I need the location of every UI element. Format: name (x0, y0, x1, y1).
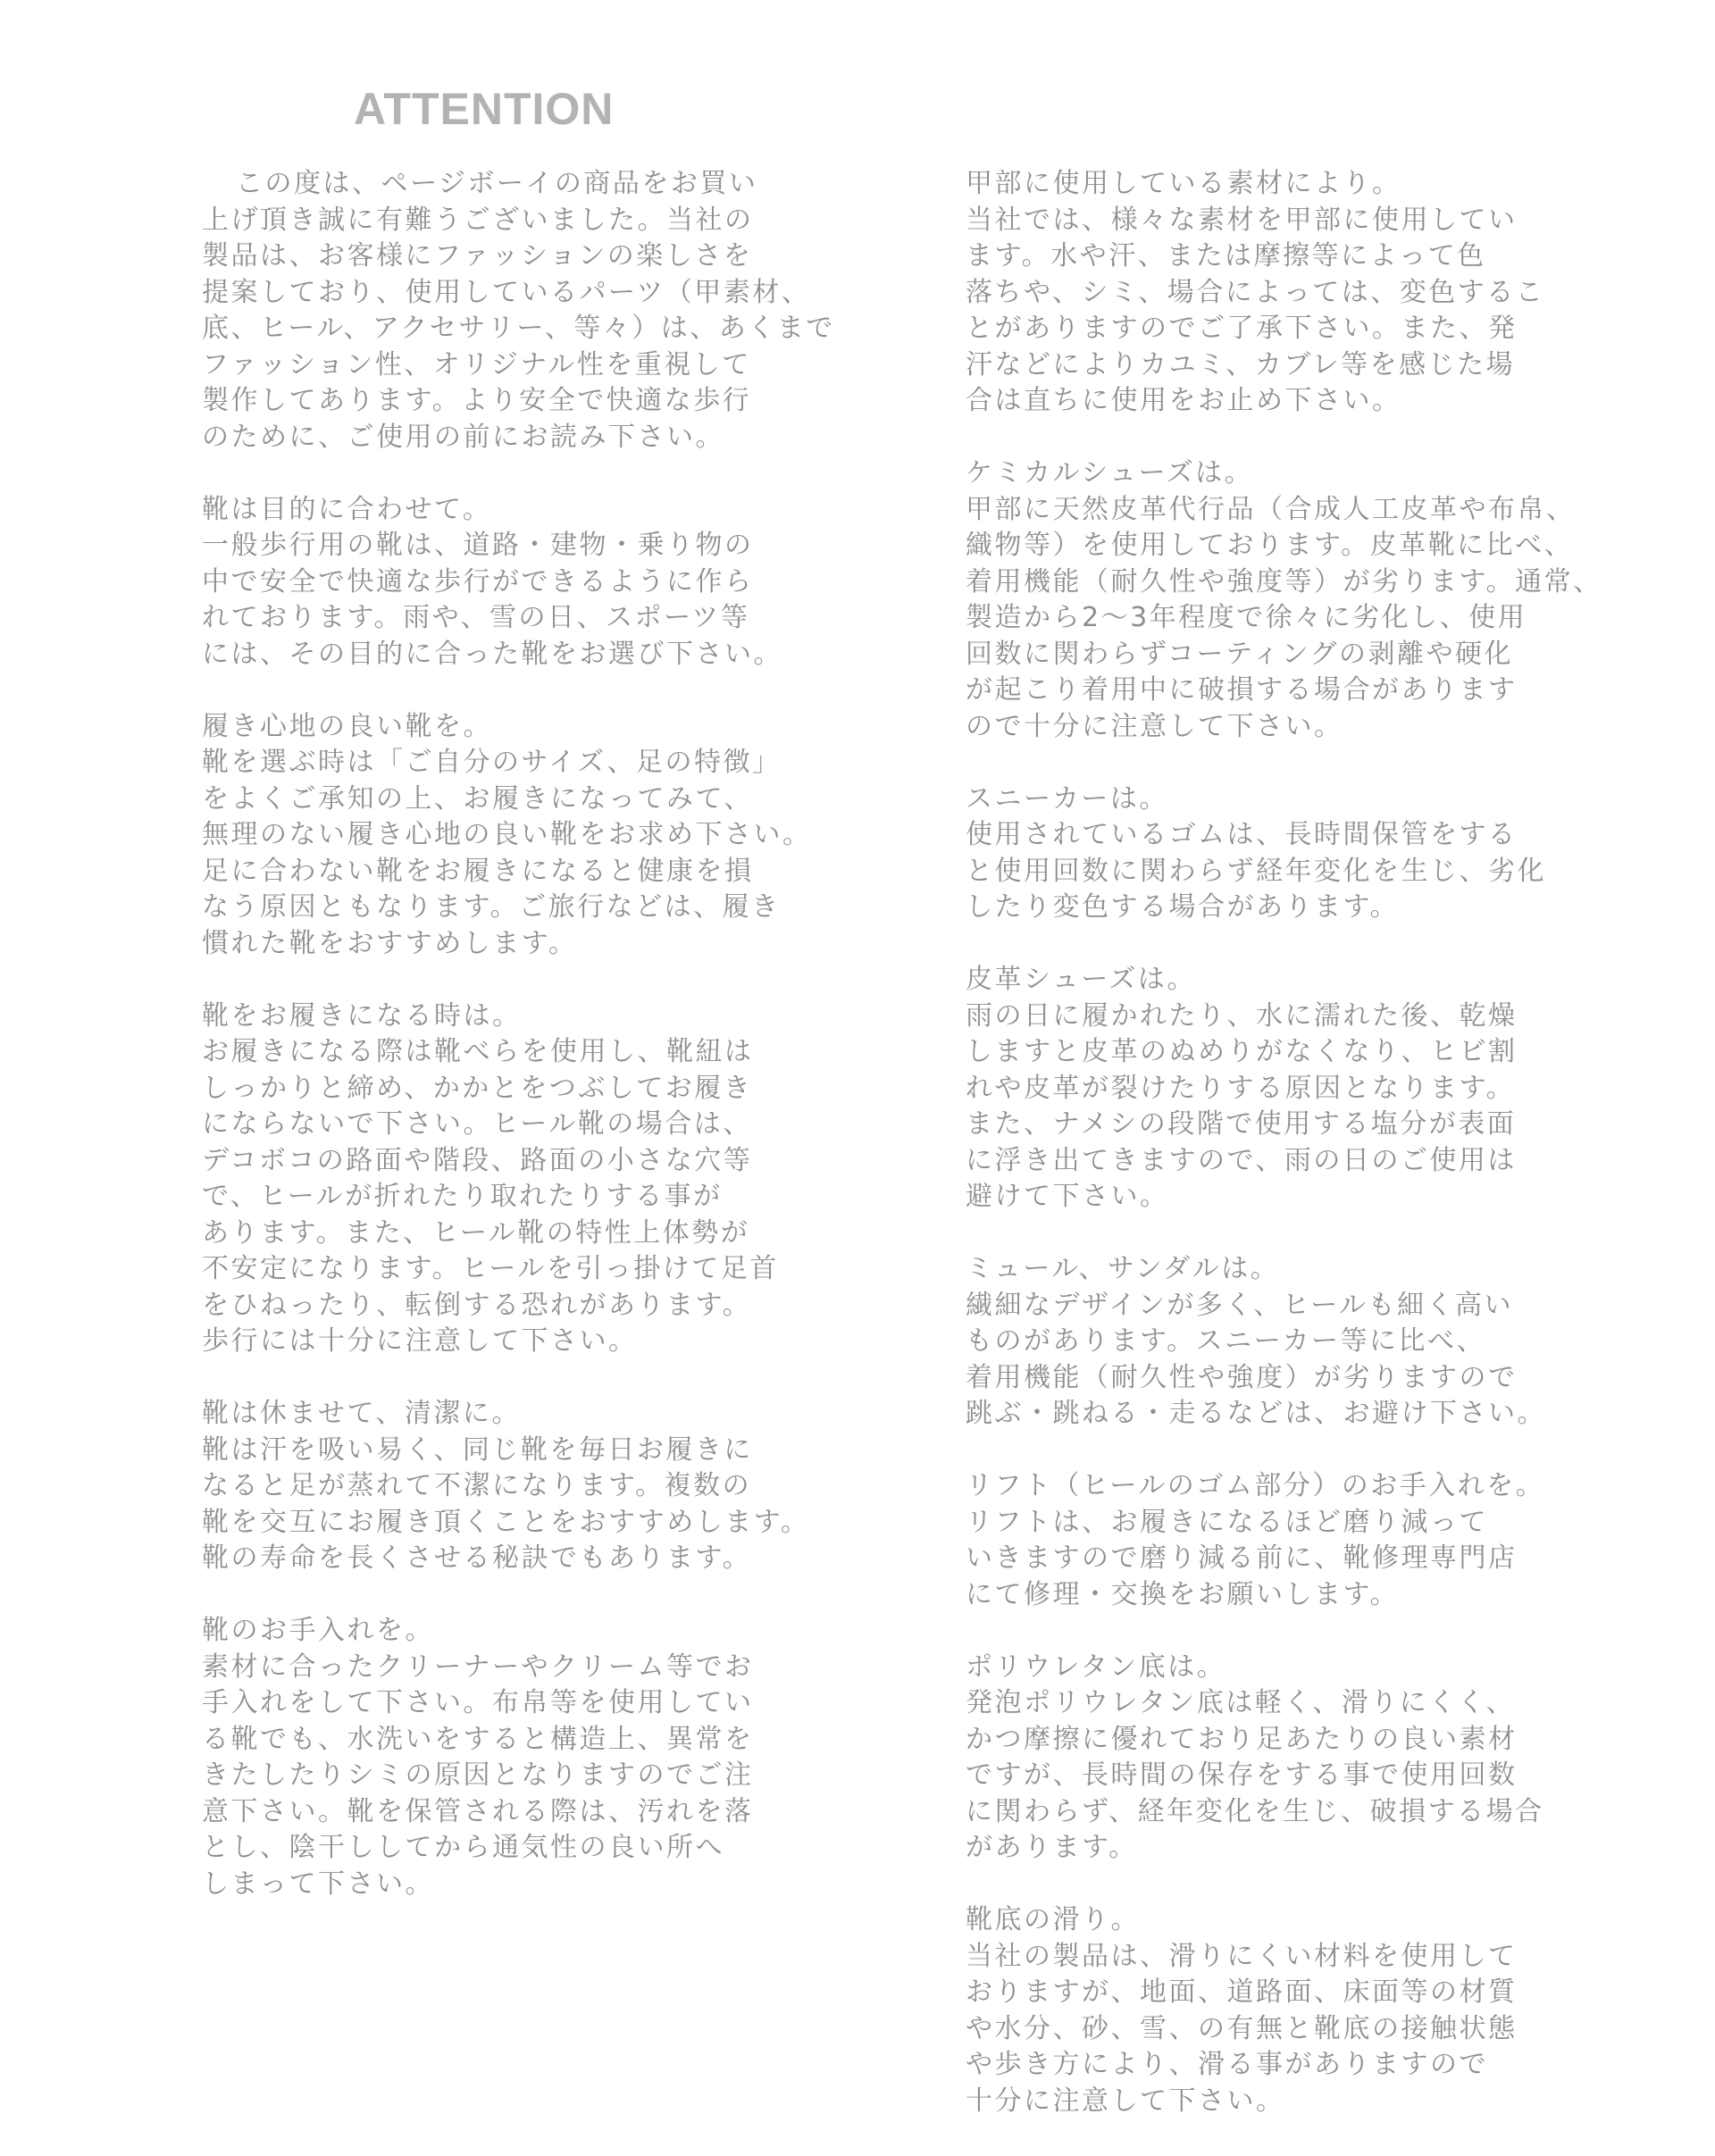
section-text-line: や水分、砂、雪、の有無と靴底の接触状態 (966, 2012, 1518, 2044)
section-text-line: ファッション性、オリジナル性を重視して (202, 348, 751, 380)
section-heading: 皮革シューズは。 (966, 964, 1196, 995)
section-text-line: のために、ご使用の前にお読み下さい。 (202, 421, 724, 453)
right-column (966, 166, 1602, 2156)
section-text-line: いきますので磨り減る前に、靴修理専門店 (966, 1542, 1518, 1574)
section-text-line: 中で安全で快適な歩行ができるように作ら (202, 565, 754, 597)
section-heading: 靴は休ませて、清潔に。 (202, 1398, 521, 1429)
section-text-line: 歩行には十分に注意して下さい。 (202, 1325, 638, 1357)
notice-section (966, 166, 1573, 420)
section-text-line: 提案しており、使用しているパーツ（甲素材、 (202, 276, 811, 308)
section-text-line: 甲部に天然皮革代行品（合成人工皮革や布帛、 (966, 493, 1576, 525)
section-text-line: おりますが、地面、道路面、床面等の材質 (966, 1976, 1518, 2008)
section-text-line: なると足が蒸れて不潔になります。複数の (202, 1470, 752, 1501)
section-text-line: この度は、ページボーイの商品をお買い (236, 168, 758, 199)
section-text-line: 素材に合ったクリーナーやクリーム等でお (202, 1650, 754, 1683)
section-text-line: 当社の製品は、滑りにくい材料を使用して (966, 1940, 1518, 1972)
section-text-line: には、その目的に合った靴をお選び下さい。 (202, 638, 782, 670)
notice-section (966, 781, 1573, 926)
notice-section (966, 1251, 1573, 1433)
section-text-line: なう原因ともなります。ご旅行などは、履き (202, 891, 781, 923)
section-text-line: る靴でも、水洗いをすると構造上、異常を (202, 1723, 754, 1755)
notice-section (202, 1396, 810, 1577)
section-text-line: 製品は、お客様にファッションの楽しさを (202, 240, 753, 272)
section-text-line: 靴を選ぶ時は「ご自分のサイズ、足の特徴」 (202, 747, 782, 778)
section-text-line: 避けて下さい。 (966, 1181, 1169, 1212)
section-text-line: 上げ頂き誠に有難うございました。当社の (202, 204, 754, 236)
section-text-line: 慣れた靴をおすすめします。 (202, 927, 578, 959)
section-text-line: 回数に関わらずコーティングの剥離や硬化 (966, 638, 1513, 670)
section-text-line: をひねったり、転倒する恐れがあります。 (202, 1289, 752, 1321)
section-text-line: 雨の日に履かれたり、水に濡れた後、乾燥 (966, 999, 1518, 1032)
section-text-line: 合は直ちに使用をお止め下さい。 (966, 385, 1401, 416)
section-heading: 靴底の滑り。 (966, 1904, 1140, 1935)
section-text-line: かつ摩擦に優れており足あたりの良い素材 (966, 1723, 1518, 1755)
section-text-line: に関わらず、経年変化を生じ、破損する場合 (966, 1795, 1544, 1827)
section-text-line: しっかりと締め、かかとをつぶしてお履き (202, 1072, 753, 1104)
section-heading: ポリウレタン底は。 (966, 1650, 1226, 1683)
section-text-line: デコボコの路面や階段、路面の小さな穴等 (202, 1144, 753, 1176)
left-column (202, 166, 835, 1939)
section-text-line: 靴の寿命を長くさせる秘訣でもあります。 (202, 1542, 752, 1574)
section-text-line: れや皮革が裂けたりする原因となります。 (966, 1072, 1516, 1104)
section-heading: スニーカーは。 (966, 782, 1168, 815)
section-text-line: リフトは、お履きになるほど磨り減って (966, 1506, 1488, 1538)
section-heading: ケミカルシューズは。 (966, 457, 1254, 489)
section-text-line: 手入れをして下さい。布帛等を使用してい (202, 1687, 754, 1718)
section-text-line: 製造から2〜3年程度で徐々に劣化し、使用 (966, 602, 1527, 633)
section-text-line: 足に合わない靴をお履きになると健康を損 (202, 855, 754, 887)
section-text-line: 一般歩行用の靴は、道路・建物・乗り物の (202, 530, 754, 561)
section-text-line: とし、陰干ししてから通気性の良い所へ (202, 1832, 724, 1863)
section-heading: リフト（ヒールのゴム部分）のお手入れを。 (966, 1470, 1545, 1501)
section-text-line: があります。 (966, 1832, 1138, 1863)
section-text-line: 製作してあります。より安全で快適な歩行 (202, 385, 752, 416)
notice-section (202, 492, 791, 673)
notice-section (966, 1902, 1573, 2119)
section-text-line: あります。また、ヒール靴の特性上体勢が (202, 1216, 750, 1249)
section-text-line: ですが、長時間の保存をする事で使用回数 (966, 1759, 1518, 1791)
notice-section (966, 962, 1573, 1216)
section-text-line: 繊細なデザインが多く、ヒールも細く高い (966, 1289, 1513, 1321)
section-text-line: 着用機能（耐久性や強度等）が劣ります。通常、 (966, 565, 1602, 597)
section-text-line: が起こり着用中に破損する場合があります (966, 674, 1518, 706)
section-text-line: きたしたりシミの原因となりますのでご注 (202, 1759, 754, 1791)
section-text-line: 発泡ポリウレタン底は軽く、滑りにくく、 (966, 1687, 1516, 1718)
section-text-line: ので十分に注意して下さい。 (966, 710, 1343, 742)
section-text-line: 靴は汗を吸い易く、同じ靴を毎日お履きに (202, 1433, 753, 1466)
section-text-line: 底、ヒール、アクセサリー、等々）は、あくまで (202, 313, 835, 344)
section-heading: 靴は目的に合わせて。 (202, 493, 492, 525)
section-text-line: 使用されているゴムは、長時間保管をする (966, 819, 1518, 850)
section-text-line: 織物等）を使用しております。皮革靴に比べ、 (966, 530, 1574, 561)
section-text-line: 十分に注意して下さい。 (966, 2085, 1285, 2117)
section-text-line: をよくご承知の上、お履きになってみて、 (202, 782, 753, 815)
section-text-line: ます。水や汗、または摩擦等によって色 (966, 240, 1486, 272)
section-text-line: 靴を交互にお履き頂くことをおすすめします。 (202, 1506, 810, 1538)
section-text-line: 意下さい。靴を保管される際は、汚れを落 (202, 1795, 754, 1827)
section-heading: ミュール、サンダルは。 (966, 1253, 1280, 1284)
section-text-line: や歩き方により、滑る事がありますので (966, 2049, 1488, 2080)
section-text-line: したり変色する場合があります。 (966, 891, 1400, 923)
section-text-line: 着用機能（耐久性や強度）が劣りますので (966, 1361, 1518, 1393)
section-text-line: しまって下さい。 (202, 1868, 434, 1900)
notice-section (966, 455, 1602, 745)
section-text-line: にて修理・交換をお願いします。 (966, 1578, 1400, 1610)
section-text-line: とがありますのでご了承下さい。また、発 (966, 313, 1518, 344)
section-text-line: に浮き出てきますので、雨の日のご使用は (966, 1144, 1517, 1176)
page-title: ATTENTION (354, 84, 615, 134)
section-text-line: しますと皮革のぬめりがなくなり、ヒビ割 (966, 1036, 1518, 1067)
notice-section (966, 1468, 1573, 1613)
notice-section (202, 166, 835, 455)
section-text-line: ものがあります。スニーカー等に比べ、 (966, 1325, 1485, 1357)
notice-section (966, 1650, 1573, 1867)
section-text-line: れております。雨や、雪の日、スポーツ等 (202, 602, 750, 633)
section-text-line: 汗などによりカユミ、カブレ等を感じた場 (966, 348, 1516, 380)
section-text-line: で、ヒールが折れたり取れたりする事が (202, 1181, 723, 1212)
notice-section (202, 709, 812, 963)
section-heading: 履き心地の良い靴を。 (202, 710, 492, 742)
section-text-line: お履きになる際は靴べらを使用し、靴紐は (202, 1036, 754, 1067)
section-text-line: また、ナメシの段階で使用する塩分が表面 (966, 1108, 1517, 1140)
section-text-line: 無理のない履き心地の良い靴をお求め下さい。 (202, 819, 812, 850)
section-text-line: 不安定になります。ヒールを引っ掛けて足首 (202, 1253, 779, 1284)
section-heading: 靴のお手入れを。 (202, 1615, 434, 1646)
section-text-line: 当社では、様々な素材を甲部に使用してい (966, 204, 1518, 236)
notice-section (202, 1613, 791, 1902)
section-text-line: にならないで下さい。ヒール靴の場合は、 (202, 1108, 752, 1140)
section-text-line: 跳ぶ・跳ねる・走るなどは、お避け下さい。 (966, 1398, 1546, 1429)
section-heading: 甲部に使用している素材により。 (966, 168, 1401, 199)
section-heading: 靴をお履きになる時は。 (202, 999, 522, 1032)
section-text-line: と使用回数に関わらず経年変化を生じ、劣化 (966, 855, 1546, 887)
notice-section (202, 999, 791, 1360)
section-text-line: 落ちや、シミ、場合によっては、変色するこ (966, 276, 1545, 308)
